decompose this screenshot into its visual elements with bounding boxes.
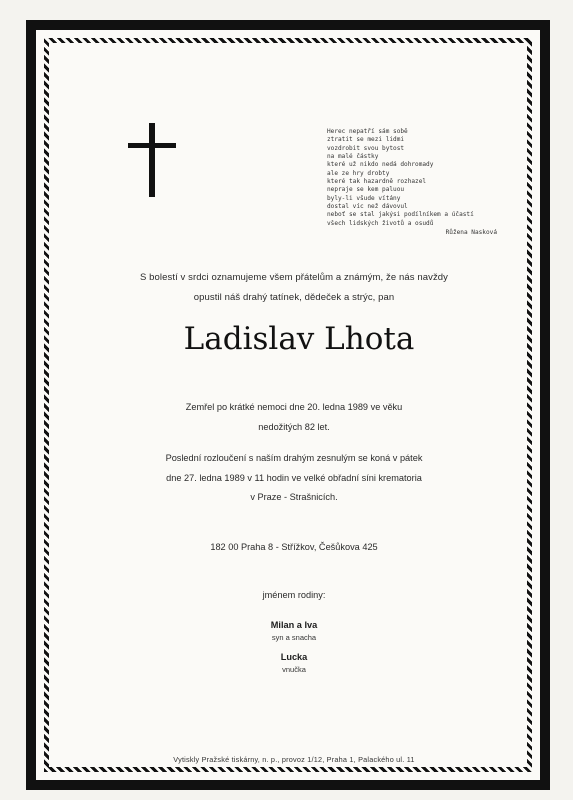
funeral-line: dne 27. ledna 1989 v 11 hodin ve velké obřadní síni krematoria <box>166 472 422 483</box>
death-line: nedožitých 82 let. <box>258 421 330 432</box>
poem-line: které už nikdo nedá dohromady <box>327 161 434 169</box>
notice-content <box>49 43 527 767</box>
mourning-border <box>26 20 550 790</box>
death-details <box>99 398 489 437</box>
cross-icon <box>128 123 176 197</box>
funeral-details <box>99 449 489 508</box>
poem-line: byly-li všude vítány <box>327 194 401 202</box>
printer-imprint: Vytiskly Pražské tiskárny, n. p., provoz 1/12, Praha 1, Palackého ul. 11 <box>173 755 415 764</box>
funeral-line: Poslední rozloučení s naším drahým zesnulým se koná v pátek <box>165 453 423 463</box>
family-member-name: Lucka <box>280 652 308 662</box>
funeral-line: v Praze - Strašnicích. <box>250 492 338 502</box>
announcement-line: opustil náš drahý tatínek, dědeček a strýc, pan <box>193 292 395 303</box>
poem-line: ale ze hry drobty <box>327 169 390 177</box>
poem-line: Herec nepatří sám sobě <box>327 128 408 135</box>
poem-line: dostal víc než dávovul <box>327 203 408 211</box>
family-member <box>199 619 389 643</box>
poem-line: vozdrobit svou bytost <box>327 144 405 152</box>
family-member <box>199 651 389 675</box>
poem-line: které tak hazardně rozhazel <box>327 178 427 186</box>
poem-line: neboť se stal jakýsi podílníkem a účastí <box>327 211 474 219</box>
announcement-line: S bolestí v srdci oznamujeme všem přátelům a známým, že nás navždy <box>139 272 449 283</box>
death-line: Zemřel po krátké nemoci dne 20. ledna 1989 ve věku <box>185 402 403 412</box>
deceased-name: Ladislav Lhota <box>183 321 415 357</box>
family-member-name: Milan a Iva <box>270 620 318 630</box>
poem-line: nepraje se kem paluou <box>327 186 405 194</box>
family-member-role: syn a snacha <box>271 633 317 642</box>
family-label: jménem rodiny: <box>262 590 326 600</box>
poem-author: Růžena Nasková <box>445 229 497 237</box>
poem-line: na malé částky <box>327 153 379 161</box>
poem-line: všech lidských životů a osudů <box>327 219 434 227</box>
family-member-role: vnučka <box>282 665 306 674</box>
address: 182 00 Praha 8 - Střížkov, Češůkova 425 <box>210 542 378 552</box>
poem-line: ztratit se mezi lidmi <box>327 136 405 144</box>
poem <box>327 128 497 237</box>
announcement-text <box>99 268 489 308</box>
